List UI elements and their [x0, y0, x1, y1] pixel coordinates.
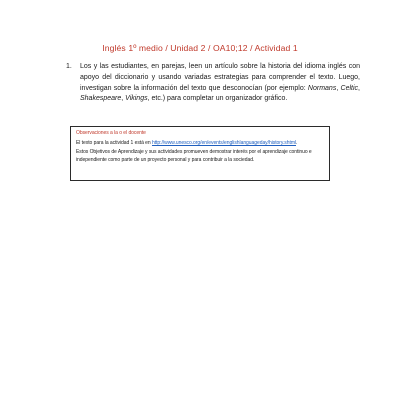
observations-line-1-text: El texto para la actividad 1 está en	[76, 139, 152, 146]
example-celtic: Celtic	[340, 84, 359, 92]
example-normans: Normans	[307, 84, 337, 92]
page-title: Inglés 1º medio / Unidad 2 / OA10;12 / Actividad 1	[102, 43, 298, 53]
item-text-before: Los y las estudiantes, en parejas, leen un artículo sobre la historia del idioma inglés con apoyo del diccionario y usando variadas estrategias para comprender el texto. Luego, investigan sobre la información del texto que desconocían (por ejemplo:	[80, 63, 360, 92]
item-text-after: , etc.) para completar un organizador gráfico.	[147, 95, 288, 103]
observations-box	[70, 126, 330, 181]
separator: ,	[358, 84, 360, 92]
separator: ,	[121, 95, 126, 103]
example-shakespeare: Shakespeare	[80, 95, 122, 103]
example-vikings: Vikings	[125, 95, 148, 103]
observations-heading: Observaciones a la o el docente	[76, 130, 146, 136]
separator: ,	[336, 84, 341, 92]
item-text	[80, 62, 360, 105]
observations-line-1	[76, 140, 324, 148]
observations-line-1-end: .	[296, 139, 298, 146]
item-number: 1.	[66, 63, 72, 70]
activity-text-link[interactable]: http://www.unesco.org/en/events/englishlanguageday/history.shtml	[151, 139, 296, 146]
observations-line-2: Estos Objetivos de Aprendizaje y sus actividades promueven demostrar interés por el aprendizaje continuo e independiente como parte de un proyecto personal y para contribuir a la sociedad.	[76, 149, 312, 163]
